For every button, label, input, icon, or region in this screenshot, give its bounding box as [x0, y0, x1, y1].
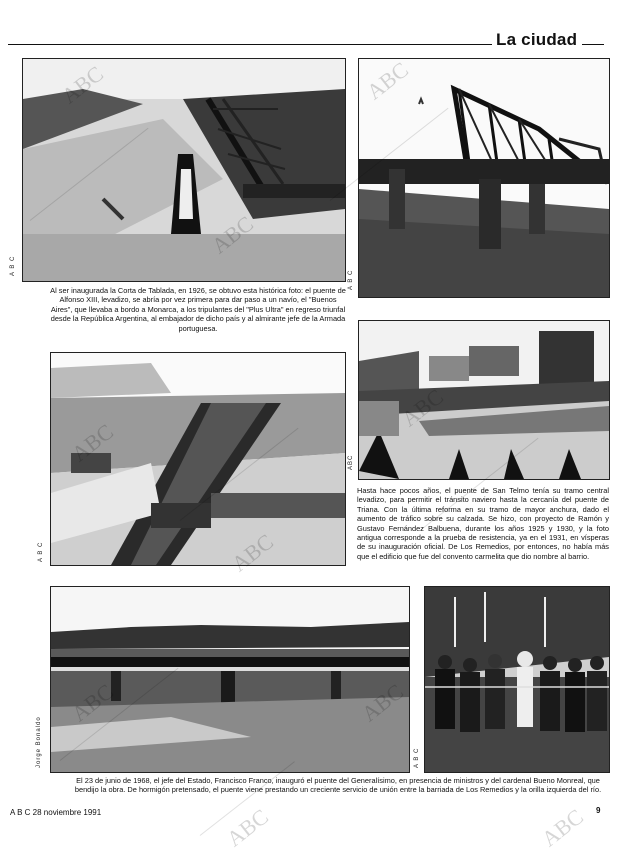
photo-credit-6: A B C [414, 747, 420, 768]
caption-corta-tablada: Al ser inaugurada la Corta de Tablada, en 1926, se obtuvo esta histórica foto: el puente de Alfonso XIII, levadizo, se abría por vez primera para dar paso a un navío, el "Buenos Aires", que llevaba a bordo a Monarca, a los tripulantes del "Plus Ultra" en regreso triunfal desde la República Argentina, al embajador de dicho país y al almirante jefe de la Armada portuguesa. [50, 286, 346, 333]
watermark-abc: ABC [221, 803, 273, 852]
watermark-abc: ABC [536, 803, 588, 852]
drawbridge-open-photo [23, 59, 345, 281]
bridge-aerial-photo [51, 353, 345, 565]
header-rule-tail [582, 44, 604, 45]
city-bridge-photo [359, 321, 609, 479]
photo-credit-5: Jorge Bonaldo [36, 716, 42, 768]
bridge-river-photo [51, 587, 409, 772]
photo-generalisimo-bridge [50, 586, 410, 773]
section-title: La ciudad [496, 30, 578, 49]
bridge-truss-photo [359, 59, 609, 297]
photo-credit-3: A B C [38, 541, 44, 562]
inauguration-crowd-photo [425, 587, 609, 772]
photo-credit-4: ABC [348, 454, 354, 470]
photo-inauguration [424, 586, 610, 773]
photo-drawbridge-1926 [22, 58, 346, 282]
footer-date: A B C 28 noviembre 1991 [10, 808, 102, 817]
photo-credit-2: A B C [348, 269, 354, 290]
caption-san-telmo: Hasta hace pocos años, el puente de San Telmo tenía su tramo central levadizo, para permitir el tránsito naviero hasta la cercanía del puente de Triana. Con la última reforma en su tramo de mayor anchura, dado el aumento de tráfico sobre su calzada. Se hizo, con proyecto de Ramón y Gustavo Fernández Balbuena, durante los años 1925 y 1930, y la foto antigua corresponde a la prueba de resistencia, ya en el 1931, en vísperas de su inauguración oficial. De Los Remedios, por entonces, no había más que el edificio que fue del convento carmelita que dio nombre al barrio. [357, 486, 609, 561]
photo-credit-1: A B C [10, 255, 16, 276]
page-number: 9 [596, 806, 601, 815]
header-rule [8, 44, 492, 45]
photo-san-telmo-bridge [358, 320, 610, 480]
photo-aerial-bridge [50, 352, 346, 566]
caption-generalisimo: El 23 de junio de 1968, el jefe del Estado, Francisco Franco, inauguró el puente del Generalísimo, en presencia de ministros y del cardenal Bueno Monreal, que bendijo la obra. De hormigón pretensado, el puente viene prestando un creciente servicio de unión entre la barriada de Los Remedios y la orilla izquierda del río. [74, 776, 602, 795]
photo-truss-bridge [358, 58, 610, 298]
